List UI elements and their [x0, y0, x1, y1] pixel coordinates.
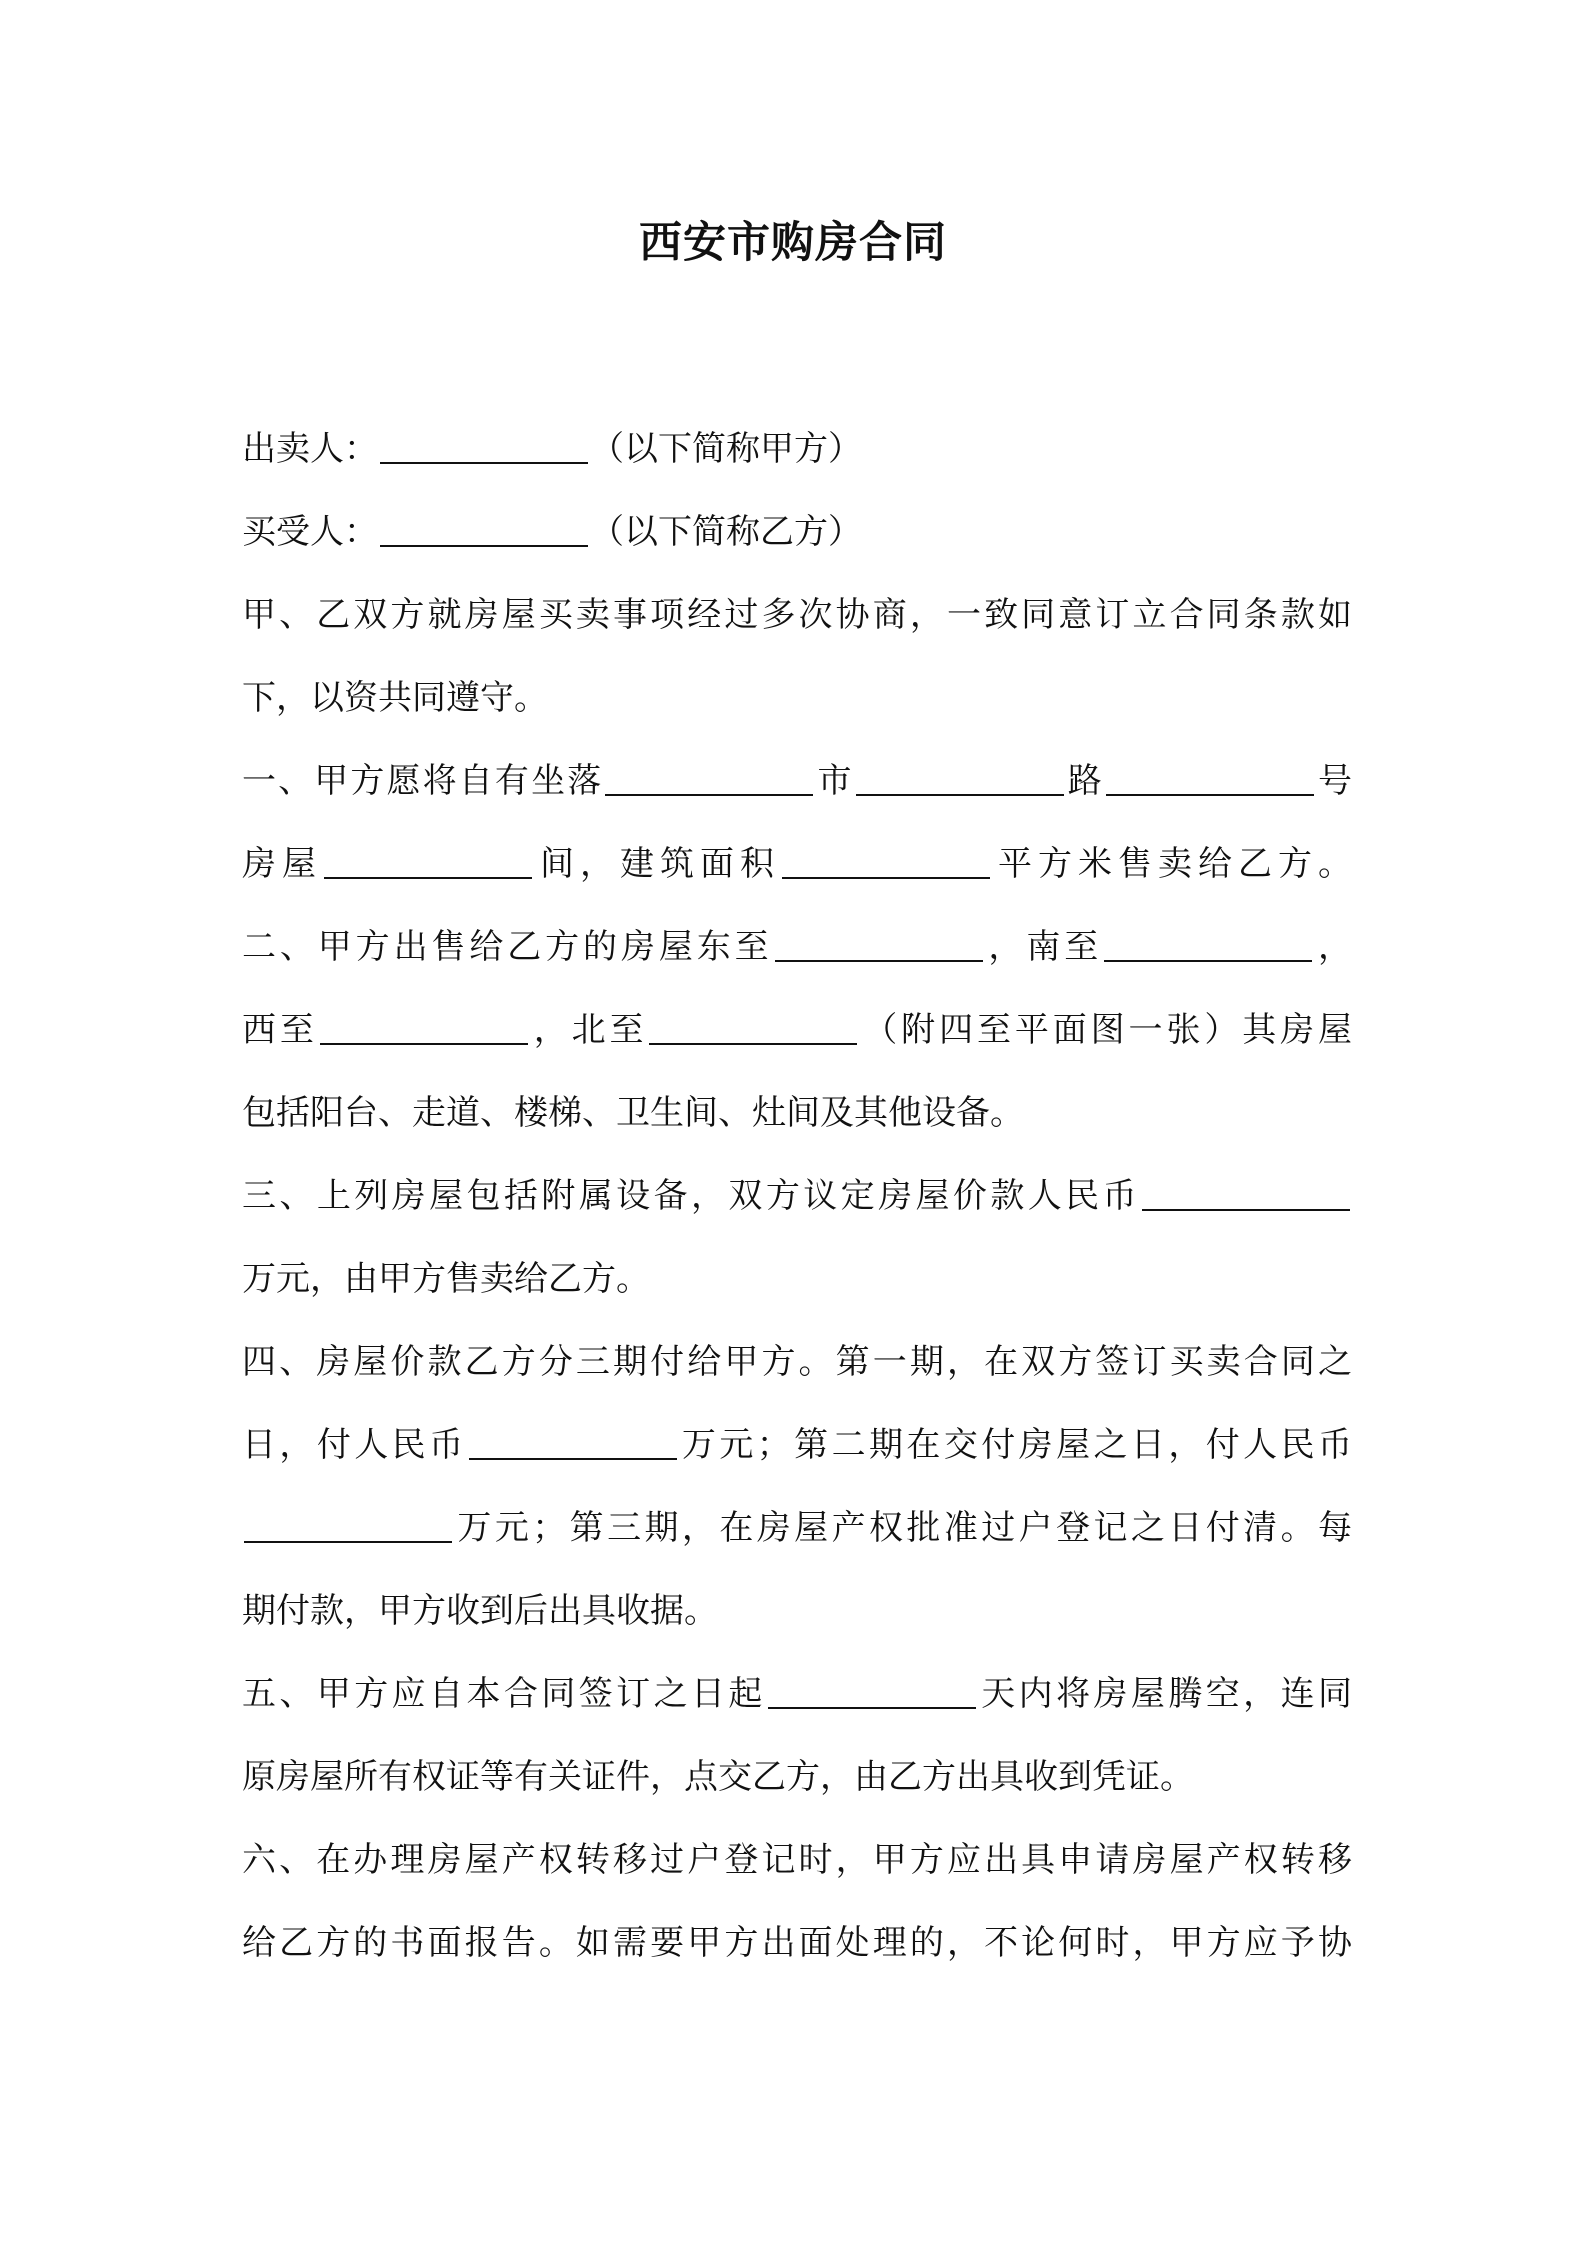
line-text: ，南至 — [984, 927, 1103, 967]
contract-line — [242, 1321, 1352, 1404]
line-text: ， — [1314, 927, 1352, 967]
line-text: 二、甲方出售给乙方的房屋东至 — [242, 927, 773, 967]
contract-line — [242, 1238, 1352, 1321]
contract-line — [242, 1570, 1352, 1653]
line-text: 万元；第二期在交付房屋之日，付人民币 — [678, 1425, 1352, 1465]
contract-line — [242, 491, 1352, 574]
contract-body — [242, 408, 1352, 1985]
fill-in-blank[interactable] — [649, 1009, 857, 1045]
contract-line — [242, 1155, 1352, 1238]
fill-in-blank[interactable] — [1106, 760, 1314, 796]
contract-line — [242, 1072, 1352, 1155]
fill-in-blank[interactable] — [768, 1673, 976, 1709]
line-text: 西至 — [242, 1010, 318, 1050]
line-text: 原房屋所有权证等有关证件，点交乙方，由乙方出具收到凭证。 — [242, 1757, 1194, 1797]
line-text: 日，付人民币 — [242, 1425, 467, 1465]
line-text: 出卖人： — [242, 429, 378, 469]
fill-in-blank[interactable] — [775, 926, 983, 962]
line-text: 包括阳台、走道、楼梯、卫生间、灶间及其他设备。 — [242, 1093, 1024, 1133]
line-text: 四、房屋价款乙方分三期付给甲方。第一期，在双方签订买卖合同之 — [242, 1342, 1352, 1382]
contract-line — [242, 1736, 1352, 1819]
contract-line — [242, 1902, 1352, 1985]
line-text: 六、在办理房屋产权转移过户登记时，甲方应出具申请房屋产权转移 — [242, 1840, 1352, 1880]
contract-line — [242, 574, 1352, 657]
line-text: 下，以资共同遵守。 — [242, 678, 548, 718]
document-title: 西安市购房合同 — [639, 218, 947, 268]
contract-line — [242, 408, 1352, 491]
line-text: 天内将房屋腾空，连同 — [977, 1674, 1352, 1714]
fill-in-blank[interactable] — [244, 1507, 452, 1543]
contract-line — [242, 989, 1352, 1072]
line-text: 甲、乙双方就房屋买卖事项经过多次协商，一致同意订立合同条款如 — [242, 595, 1352, 635]
line-text: 万元；第三期，在房屋产权批准过户登记之日付清。每 — [454, 1508, 1352, 1548]
contract-line — [242, 823, 1352, 906]
contract-line — [242, 1404, 1352, 1487]
line-text: 买受人： — [242, 512, 378, 552]
fill-in-blank[interactable] — [469, 1424, 677, 1460]
line-text: 市 — [815, 761, 854, 801]
line-text: 号 — [1315, 761, 1352, 801]
fill-in-blank[interactable] — [380, 511, 588, 547]
line-text: （附四至平面图一张）其房屋 — [859, 1010, 1352, 1050]
fill-in-blank[interactable] — [1104, 926, 1312, 962]
line-text: 平方米售卖给乙方。 — [992, 844, 1352, 884]
fill-in-blank[interactable] — [856, 760, 1064, 796]
fill-in-blank[interactable] — [605, 760, 813, 796]
contract-line — [242, 657, 1352, 740]
contract-line — [242, 1487, 1352, 1570]
line-text: （以下简称甲方） — [590, 429, 862, 469]
line-text: 三、上列房屋包括附属设备，双方议定房屋价款人民币 — [242, 1176, 1140, 1216]
contract-line — [242, 1653, 1352, 1736]
line-text: 期付款，甲方收到后出具收据。 — [242, 1591, 718, 1631]
line-text: 万元，由甲方售卖给乙方。 — [242, 1259, 650, 1299]
line-text: 间，建筑面积 — [534, 844, 780, 884]
contract-line — [242, 1819, 1352, 1902]
line-text: ，北至 — [529, 1010, 648, 1050]
fill-in-blank[interactable] — [380, 428, 588, 464]
line-text: 房屋 — [242, 844, 322, 884]
line-text: 给乙方的书面报告。如需要甲方出面处理的，不论何时，甲方应予协 — [242, 1923, 1352, 1963]
line-text: （以下简称乙方） — [590, 512, 862, 552]
fill-in-blank[interactable] — [1142, 1175, 1350, 1211]
fill-in-blank[interactable] — [324, 843, 532, 879]
line-text: 一、甲方愿将自有坐落 — [242, 761, 604, 801]
contract-line — [242, 906, 1352, 989]
contract-line — [242, 740, 1352, 823]
fill-in-blank[interactable] — [320, 1009, 528, 1045]
fill-in-blank[interactable] — [782, 843, 990, 879]
line-text: 五、甲方应自本合同签订之日起 — [242, 1674, 766, 1714]
line-text: 路 — [1065, 761, 1104, 801]
